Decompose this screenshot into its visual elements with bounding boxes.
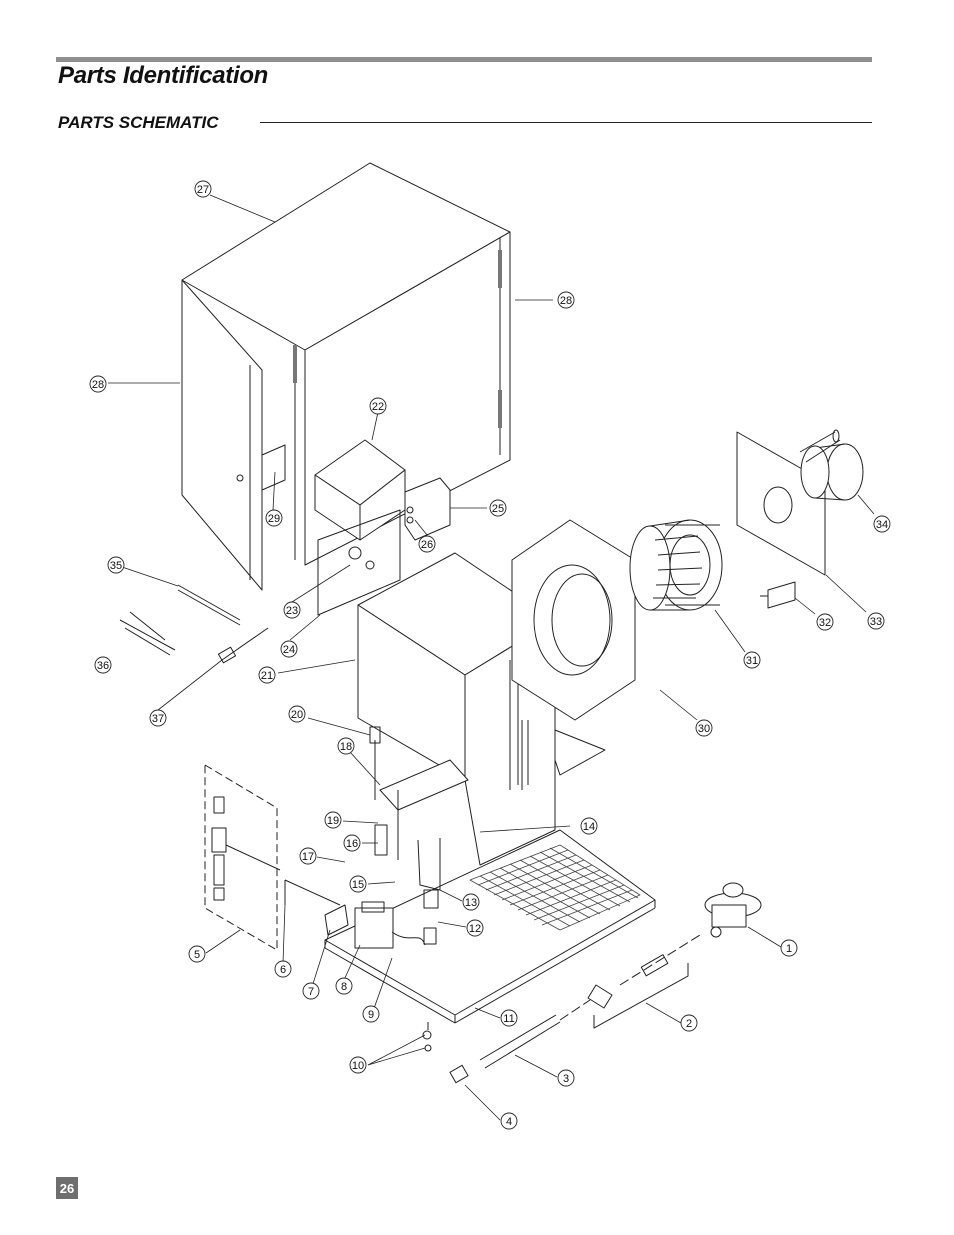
callout-7 — [303, 983, 319, 999]
gas-pipe-kit — [205, 765, 280, 950]
callout-number: 37 — [151, 713, 165, 725]
section-title: PARTS SCHEMATIC — [58, 113, 219, 132]
callout-number: 5 — [193, 949, 201, 961]
callout-number: 6 — [279, 964, 287, 976]
blower-motor — [800, 430, 863, 500]
callout-8 — [336, 978, 352, 994]
callout-4 — [501, 1113, 517, 1129]
callout-21 — [259, 667, 275, 683]
callout-14 — [581, 818, 597, 834]
callout-34 — [874, 516, 890, 532]
callout-number: 36 — [96, 660, 110, 672]
callout-number: 19 — [326, 815, 340, 827]
callout-number: 33 — [869, 616, 883, 628]
callout-number: 21 — [260, 670, 274, 682]
callout-number: 35 — [109, 560, 123, 572]
callout-3 — [558, 1070, 574, 1086]
callout-number: 13 — [464, 897, 478, 909]
blower-housing — [512, 520, 635, 720]
gas-regulator — [705, 883, 761, 937]
callout-number: 17 — [301, 851, 315, 863]
callout-number: 27 — [196, 184, 210, 196]
callout-29 — [266, 510, 282, 526]
callout-25 — [490, 500, 506, 516]
callout-32 — [817, 614, 833, 630]
callout-number: 1 — [785, 943, 793, 955]
callout-27 — [195, 181, 211, 197]
callout-number: 4 — [505, 1116, 513, 1128]
callout-35 — [108, 557, 124, 573]
callout-18 — [338, 738, 354, 754]
callout-22 — [370, 398, 386, 414]
callout-17 — [300, 848, 316, 864]
callout-number: 25 — [491, 503, 505, 515]
callout-number: 11 — [503, 1013, 515, 1025]
blower-wheel — [630, 520, 722, 610]
callout-number: 15 — [351, 879, 365, 891]
callout-15 — [350, 876, 366, 892]
callout-28 — [90, 376, 106, 392]
callout-13 — [463, 894, 479, 910]
callout-number: 18 — [339, 741, 353, 753]
callout-10 — [350, 1057, 366, 1073]
callout-16 — [344, 835, 360, 851]
callout-2 — [681, 1015, 697, 1031]
callout-number: 26 — [420, 539, 434, 551]
callout-number: 14 — [582, 821, 596, 833]
cabinet-side-panel-left — [182, 280, 262, 590]
callout-number: 31 — [745, 655, 759, 667]
callout-number: 2 — [685, 1018, 693, 1030]
callout-24 — [281, 641, 297, 657]
callout-12 — [467, 920, 483, 936]
callout-28 — [558, 292, 574, 308]
callout-number: 7 — [307, 986, 315, 998]
page-title: Parts Identification — [58, 62, 269, 89]
callout-number: 32 — [818, 617, 832, 629]
callout-6 — [275, 961, 291, 977]
page-number: 26 — [56, 1177, 78, 1199]
callout-number: 10 — [351, 1060, 365, 1072]
callout-number: 28 — [559, 295, 573, 307]
callout-37 — [150, 710, 166, 726]
callout-number: 16 — [345, 838, 359, 850]
callout-number: 20 — [290, 709, 304, 721]
callout-1 — [781, 940, 797, 956]
callout-number: 28 — [91, 379, 105, 391]
callout-number: 8 — [340, 981, 348, 993]
callout-number: 24 — [282, 644, 296, 656]
callout-number: 12 — [468, 923, 482, 935]
callout-5 — [189, 946, 205, 962]
callout-number: 34 — [875, 519, 889, 531]
callout-number: 9 — [367, 1009, 375, 1021]
callout-9 — [363, 1006, 379, 1022]
callout-31 — [744, 652, 760, 668]
callout-20 — [289, 706, 305, 722]
callout-26 — [419, 536, 435, 552]
callout-number: 22 — [371, 401, 385, 413]
callout-30 — [696, 720, 712, 736]
callout-number: 30 — [697, 723, 711, 735]
callout-33 — [868, 613, 884, 629]
callout-11 — [501, 1010, 517, 1026]
callout-36 — [95, 657, 111, 673]
callout-number: 29 — [267, 513, 281, 525]
callout-number: 23 — [285, 605, 299, 617]
callout-23 — [284, 602, 300, 618]
callout-19 — [325, 812, 341, 828]
callout-number: 3 — [562, 1073, 570, 1085]
